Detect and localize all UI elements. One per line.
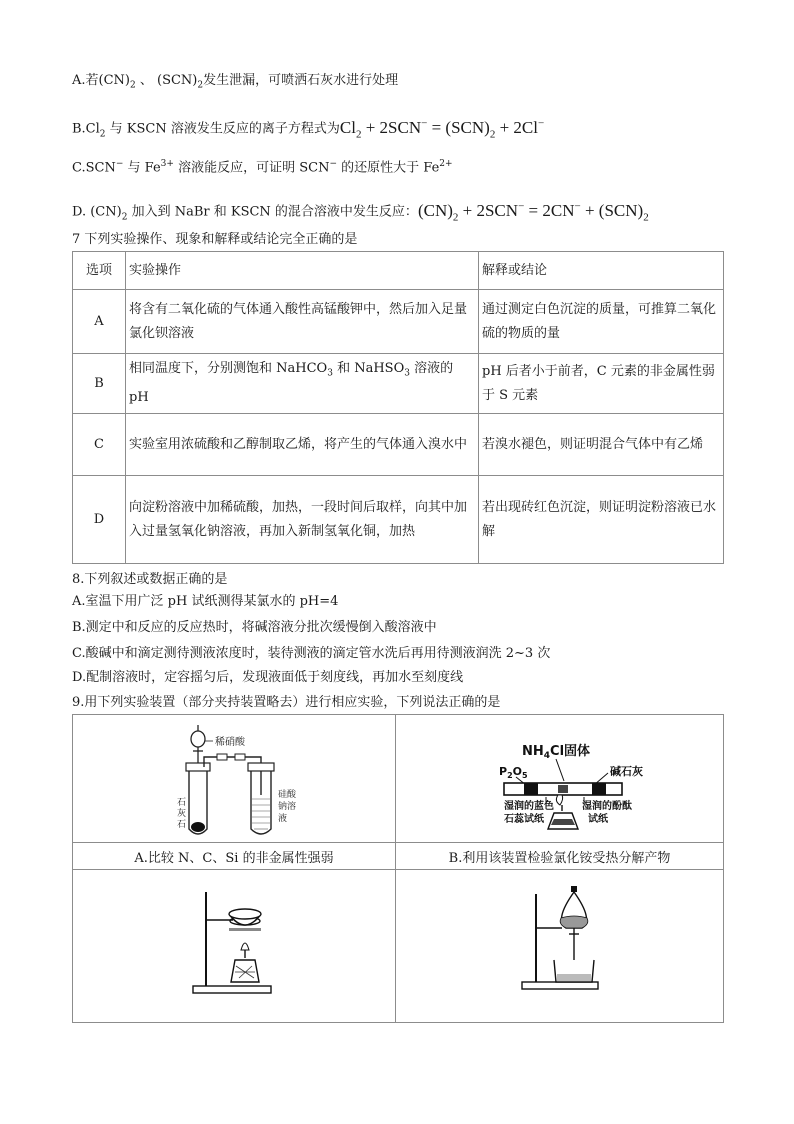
apparatus-c-figure [73, 870, 396, 1018]
row-conclusion: 若出现砖红色沉淀，则证明淀粉溶液已水解 [479, 476, 724, 564]
solution-label: 液 [278, 814, 288, 824]
q7-table [72, 251, 724, 564]
row-operation: 相同温度下，分别测饱和 NaHCO$_3$ 和 NaHSO$_3$ 溶液的 pH [126, 354, 479, 414]
solution-label: 硅酸 [278, 790, 297, 800]
q8-option-b: B.测定中和反应的反应热时，将碱溶液分批次缓慢倒入酸溶液中 [72, 620, 437, 635]
caption-b: B.利用该装置检验氯化铵受热分解产物 [396, 843, 724, 870]
header-operation: 实验操作 [126, 252, 479, 290]
q6-option-d: D. $(CN)_2$ 加入到 NaBr 和 KSCN 的混合溶液中发生反应：$(CN)_2 + 2SCN^- = 2CN^- + (SCN)_2$ [72, 200, 649, 224]
apparatus-b-figure [396, 715, 724, 838]
nh4cl-label: $NH_4Cl$固体 [522, 744, 591, 761]
apparatus-d-figure [396, 870, 724, 1018]
row-operation: 将含有二氧化硫的气体通入酸性高锰酸钾中，然后加入足量氯化钡溶液 [126, 290, 479, 354]
rock-label: 灰 [177, 809, 187, 819]
acid-label: 稀硝酸 [215, 737, 245, 748]
paper-left-label: 石蕊试纸 [504, 814, 544, 825]
p2o5-label: $P_2O_5$ [499, 765, 528, 780]
figure-a-cell [73, 715, 396, 843]
q9-figure-table [72, 714, 724, 1023]
row-option: D [73, 476, 126, 564]
row-operation: 向淀粉溶液中加稀硫酸，加热，一段时间后取样，向其中加入过量氢氧化钠溶液，再加入新制氢氧化铜，加热 [126, 476, 479, 564]
apparatus-a-figure [73, 715, 396, 838]
paper-left-label: 湿润的蓝色 [504, 801, 554, 812]
row-conclusion: 若溴水褪色，则证明混合气体中有乙烯 [479, 414, 724, 476]
q8-option-c: C.酸碱中和滴定测待测液浓度时，装待测液的滴定管水洗后再用待测液润洗 2~3 次 [72, 646, 551, 661]
row-operation: 实验室用浓硫酸和乙醇制取乙烯，将产生的气体通入溴水中 [126, 414, 479, 476]
paper-right-label: 试纸 [588, 814, 608, 825]
table-row [73, 354, 724, 414]
soda-lime-label: 碱石灰 [610, 765, 643, 778]
rock-label: 石 [177, 798, 187, 808]
table-row [73, 476, 724, 564]
table-row [73, 290, 724, 354]
equation-b: $Cl_2 + 2SCN^- = (SCN)_2 + 2Cl^-$ [339, 117, 545, 141]
q8-title: 8.下列叙述或数据正确的是 [72, 572, 228, 587]
header-option: 选项 [73, 252, 126, 290]
row-conclusion: pH 后者小于前者，C 元素的非金属性弱于 S 元素 [479, 354, 724, 414]
figure-b-cell [396, 715, 724, 843]
paper-right-label: 湿润的酚酞 [582, 801, 632, 812]
q8-option-a: A.室温下用广泛 pH 试纸测得某氯水的 pH=4 [72, 594, 339, 609]
q8-option-d: D.配制溶液时，定容摇匀后，发现液面低于刻度线，再加水至刻度线 [72, 670, 464, 685]
q6-option-b: $B.Cl_2$ 与 KSCN 溶液发生反应的离子方程式为$Cl_2 + 2SCN^- = (SCN)_2 + 2Cl^-$ [72, 117, 545, 141]
caption-a: A.比较 N、C、Si 的非金属性强弱 [73, 843, 396, 870]
row-option: A [73, 290, 126, 354]
q7-title: 7 下列实验操作、现象和解释或结论完全正确的是 [72, 232, 358, 247]
table-row [73, 414, 724, 476]
header-conclusion: 解释或结论 [479, 252, 724, 290]
q6-option-a: A.若$(CN)_2$ 、 $(SCN)_2$发生泄漏，可喷洒石灰水进行处理 [72, 73, 399, 91]
table-header-row [73, 252, 724, 290]
row-conclusion: 通过测定白色沉淀的质量，可推算二氧化硫的物质的量 [479, 290, 724, 354]
figure-c-cell [73, 870, 396, 1023]
row-option: C [73, 414, 126, 476]
q6-option-c: C.SCN− 与 $Fe^{3+}$ 溶液能反应，可证明 SCN− 的还原性大于 $Fe^{2+}$ [72, 159, 453, 176]
equation-d: $(CN)_2 + 2SCN^- = 2CN^- + (SCN)_2$ [417, 200, 649, 224]
q9-title: 9.用下列实验装置（部分夹持装置略去）进行相应实验，下列说法正确的是 [72, 695, 501, 710]
row-option: B [73, 354, 126, 414]
solution-label: 钠溶 [278, 802, 297, 812]
figure-d-cell [396, 870, 724, 1023]
rock-label: 石 [177, 820, 187, 830]
